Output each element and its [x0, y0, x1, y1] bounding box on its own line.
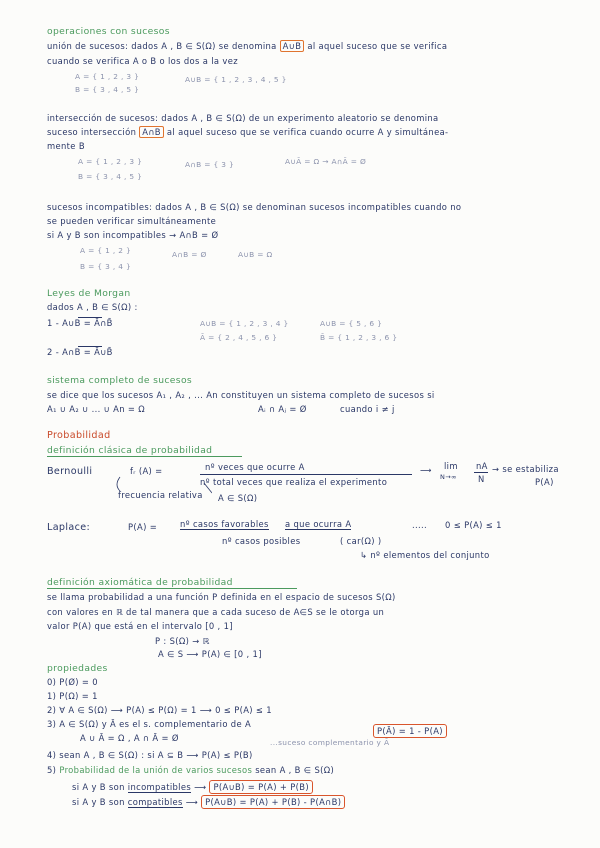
bernoulli-denominator: nº total veces que realiza el experimento [200, 477, 388, 487]
property-5-num: 5) [47, 765, 57, 775]
compatible-word: compatibles [127, 797, 183, 807]
union-incompatible-formula: P(A∪B) = P(A) + P(B) [209, 780, 313, 794]
sistema-line-1: se dice que los sucesos A₁ , A₂ , ... An constituyen un sistema completo de sucesos si [47, 390, 435, 400]
subtitle-underline [47, 456, 242, 457]
section-title-probabilidad: Probabilidad [47, 430, 111, 441]
laplace-num-2-text: a que ocurra A [285, 519, 352, 529]
property-5-compatible [72, 797, 345, 808]
property-5-title: Probabilidad de la unión de varios sucesos [59, 765, 253, 775]
intersection-line-3: mente B [47, 141, 85, 151]
bernoulli-arrows [112, 475, 212, 497]
property-3-box [373, 726, 447, 737]
incompatible-line-2: se pueden verificar simultáneamente [47, 216, 217, 226]
property-3-note: ...suceso complementario y Ā [270, 738, 390, 747]
laplace-num-1 [180, 519, 269, 530]
property-5-given: sean A , B ∈ S(Ω) [255, 765, 335, 775]
limit-label: lim [444, 461, 458, 471]
bernoulli-fr: fᵣ (A) = [130, 466, 163, 476]
frecuencia-label: frecuencia relativa [118, 490, 203, 500]
overline-1 [78, 317, 102, 318]
morgan-example-2: Ā = { 2 , 4 , 5 , 6 } [200, 333, 278, 342]
union-text-end: al aquel suceso que se verifica [307, 41, 448, 51]
laplace-label: Laplace: [47, 522, 91, 533]
incompatible-example-union: A∪B = Ω [238, 250, 273, 259]
laplace-denominator: nº casos posibles [222, 536, 301, 546]
intersection-line-2 [47, 127, 448, 138]
complement-formula: P(Ā) = 1 - P(A) [373, 724, 447, 738]
axiomatica-line-1: se llama probabilidad a una función P definida en el espacio de sucesos S(Ω) [47, 592, 396, 602]
limit-fraction-den: N [478, 474, 485, 484]
laplace-num-2 [285, 519, 351, 530]
property-5-incompatible [72, 782, 313, 793]
bernoulli-numerator: nº veces que ocurre A [205, 462, 305, 472]
axiomatica-map-1: P : S(Ω) → ℝ [155, 636, 210, 646]
section-title-propiedades: propiedades [47, 663, 108, 674]
intersection-example-b: B = { 3 , 4 , 5 } [78, 172, 143, 181]
limit-sub: N→∞ [440, 473, 457, 481]
laplace-num-1-text: nº casos favorables [180, 519, 269, 529]
intersection-example-result: A∩B = { 3 } [185, 160, 235, 169]
incompatible-arrow: ⟶ [194, 782, 207, 792]
sistema-condition: cuando i ≠ j [340, 404, 395, 414]
intersection-example-a: A = { 1 , 2 , 3 } [78, 157, 143, 166]
laplace-card-note: ↳ nº elementos del conjunto [360, 550, 490, 560]
intersection-boxed: A∩B [139, 126, 164, 138]
limit-pa: P(A) [535, 477, 554, 487]
laplace-dots: ..... [412, 520, 428, 530]
morgan-example-1: A∪B = { 1 , 2 , 3 , 4 } [200, 319, 289, 328]
section-title-operaciones: operaciones con sucesos [47, 26, 170, 37]
axiomatica-underline [47, 588, 297, 589]
compatible-arrow: ⟶ [185, 797, 199, 807]
bernoulli-fraction-line [200, 474, 412, 475]
property-0: 0) P(Ø) = 0 [47, 677, 98, 687]
morgan-intro: dados A , B ∈ S(Ω) : [47, 302, 138, 312]
axiomatica-line-2: con valores en ℝ de tal manera que a cada suceso de A∈S se le otorga un [47, 607, 385, 617]
union-example-result: A∪B = { 1 , 2 , 3 , 4 , 5 } [185, 75, 287, 84]
axiomatica-line-3: valor P(A) que está en el intervalo [0 , 1] [47, 621, 233, 631]
intersection-line-1: intersección de sucesos: dados A , B ∈ S(Ω) de un experimento aleatorio se denomina [47, 113, 439, 123]
laplace-card: ( car(Ω) ) [340, 536, 382, 546]
property-2: 2) ∀ A ∈ S(Ω) ⟶ P(A) ≤ P(Ω) = 1 ⟶ 0 ≤ P(A) ≤ 1 [47, 705, 272, 715]
subtitle-clasica: definición clásica de probabilidad [47, 445, 213, 456]
limit-fraction-num: nA [476, 461, 488, 471]
property-1: 1) P(Ω) = 1 [47, 691, 98, 701]
incompatible-prefix: si A y B son [72, 782, 125, 792]
union-line-1 [47, 41, 447, 52]
axiomatica-map-2: A ∈ S ⟶ P(A) ∈ [0 , 1] [158, 649, 262, 659]
limit-arrow: ⟶ [420, 466, 432, 475]
overline-2 [78, 346, 102, 347]
section-title-morgan: Leyes de Morgan [47, 288, 131, 299]
bernoulli-label: Bernoulli [47, 466, 93, 477]
property-5 [47, 765, 334, 776]
sistema-disjoint: Aᵢ ∩ Aⱼ = Ø [258, 404, 307, 414]
a-in-s: A ∈ S(Ω) [218, 493, 258, 503]
union-example-b: B = { 3 , 4 , 5 } [75, 85, 140, 94]
section-title-axiomatica: definición axiomática de probabilidad [47, 577, 233, 588]
incompatible-line-3: si A y B son incompatibles → A∩B = Ø [47, 230, 219, 240]
morgan-law-1: 1 - A∪B = Ā∩B̄ [47, 318, 113, 328]
intersection-text-end: al aquel suceso que se verifica cuando ocurre A y simultánea- [166, 127, 449, 137]
union-text: unión de sucesos: dados A , B ∈ S(Ω) se denomina [47, 41, 277, 51]
incompatible-line-1: sucesos incompatibles: dados A , B ∈ S(Ω) se denominan sucesos incompatibles cuando no [47, 202, 462, 212]
incompatible-example-b: B = { 3 , 4 } [80, 262, 132, 271]
section-title-sistema: sistema completo de sucesos [47, 375, 193, 386]
morgan-law-2: 2 - A∩B = Ā∪B̄ [47, 347, 113, 357]
union-line-2: cuando se verifica A o B o los dos a la vez [47, 56, 238, 66]
incompatible-example-result: A∩B = Ø [172, 250, 207, 259]
property-3b: A ∪ Ā = Ω , A ∩ Ā = Ø [80, 733, 179, 743]
property-3a: 3) A ∈ S(Ω) y Ā es el s. complementario de A [47, 719, 252, 729]
laplace-p: P(A) = [128, 522, 158, 532]
morgan-example-1b: A∪B = { 5 , 6 } [320, 319, 383, 328]
morgan-example-2b: B̄ = { 1 , 2 , 3 , 6 } [320, 333, 398, 342]
incompatible-example-a: A = { 1 , 2 } [80, 246, 132, 255]
limit-result: → se estabiliza [492, 464, 559, 474]
union-boxed: A∪B [280, 40, 305, 52]
sistema-union: A₁ ∪ A₂ ∪ ... ∪ An = Ω [47, 404, 146, 414]
union-example-a: A = { 1 , 2 , 3 } [75, 72, 140, 81]
intersection-text: suceso intersección [47, 127, 137, 137]
limit-fraction-line [474, 472, 488, 473]
union-compatible-formula: P(A∪B) = P(A) + P(B) - P(A∩B) [201, 795, 345, 809]
complement-example: A∪Ā = Ω → A∩Ā = Ø [285, 157, 367, 166]
incompatible-word: incompatibles [127, 782, 192, 792]
laplace-range: 0 ≤ P(A) ≤ 1 [445, 520, 502, 530]
property-4: 4) sean A , B ∈ S(Ω) : si A ⊆ B ⟶ P(A) ≤ P(B) [47, 750, 253, 760]
compatible-prefix: si A y B son [72, 797, 125, 807]
